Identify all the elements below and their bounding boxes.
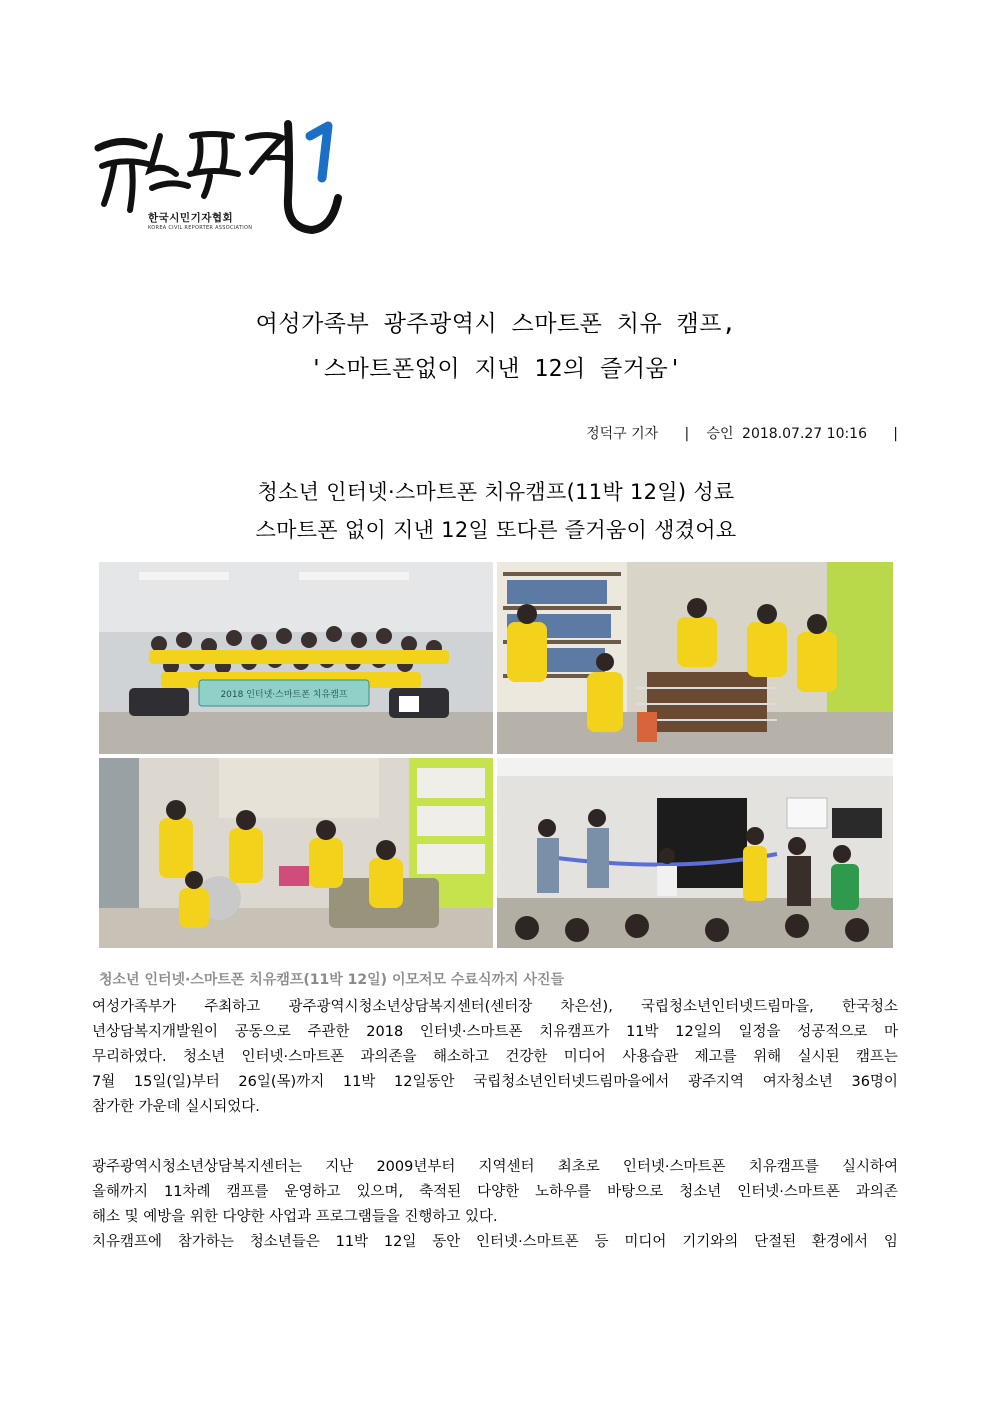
word: 동안 <box>432 1234 461 1250</box>
subheadline-line-1: 청소년 인터넷·스마트폰 치유캠프(11박 12일) 성료 <box>257 480 735 504</box>
word: 올해까지 <box>92 1184 149 1200</box>
paragraph-line <box>92 1230 898 1255</box>
article-paragraph-1 <box>92 995 898 1120</box>
word: 11박 <box>626 1024 659 1040</box>
paragraph-line: 참가한 가운데 실시되었다. <box>92 1099 260 1115</box>
word: 인터넷·스마트폰 <box>476 1234 579 1250</box>
word: 캠프를 <box>226 1184 269 1200</box>
word: 일정을 <box>738 1024 781 1040</box>
word: 한국청소 <box>841 999 898 1015</box>
word: 과의존을 <box>360 1049 417 1065</box>
publisher-logo <box>92 118 352 238</box>
subheadline-line-2: 스마트폰 없이 지낸 12일 또다른 즐거움이 생겼어요 <box>255 518 737 542</box>
word: 12일동안 <box>394 1074 455 1090</box>
word: 7월 <box>92 1074 116 1090</box>
word: 미디어 <box>624 1234 667 1250</box>
word: 성공적으로 <box>797 1024 868 1040</box>
word: 있으며, <box>356 1184 404 1200</box>
word: 단절된 <box>754 1234 797 1250</box>
paragraph-line <box>92 1020 898 1045</box>
publish-datetime: 2018.07.27 10:16 <box>742 426 868 442</box>
word: 광주광역시청소년상담복지센터는 <box>92 1159 303 1175</box>
word: 주최하고 <box>204 999 261 1015</box>
word: 11박 <box>342 1074 376 1090</box>
word: 위해 <box>753 1049 782 1065</box>
paragraph-line: 해소 및 예방을 위한 다양한 사업과 프로그램들을 진행하고 있다. <box>92 1209 498 1225</box>
paragraph-line <box>92 995 898 1020</box>
word: 국립청소년인터넷드림마을에서 <box>473 1074 670 1090</box>
word: 국립청소년인터넷드림마을, <box>641 999 814 1015</box>
photo-ceremony <box>497 758 893 948</box>
headline-line-2: '스마트폰없이 지낸 12의 즐거움' <box>309 356 683 382</box>
word: 미디어 <box>563 1049 606 1065</box>
word: 바탕으로 <box>607 1184 664 1200</box>
word: 12일의 <box>675 1024 722 1040</box>
word: 공동으로 <box>234 1024 291 1040</box>
word: 기기와의 <box>682 1234 739 1250</box>
word: 무리하였다. <box>92 1049 167 1065</box>
word: 과의존 <box>855 1184 898 1200</box>
headline-line-1: 여성가족부 광주광역시 스마트폰 치유 캠프, <box>255 311 737 337</box>
word: 광주지역 <box>688 1074 745 1090</box>
word: 치유캠프가 <box>539 1024 610 1040</box>
word: 12일 <box>383 1234 417 1250</box>
byline <box>582 423 898 443</box>
word: 실시하여 <box>841 1159 898 1175</box>
word: 청소년 <box>679 1184 722 1200</box>
word: 최초로 <box>557 1159 600 1175</box>
byline-separator: | <box>684 426 690 442</box>
photo-foosball <box>497 562 893 754</box>
word: 캠프는 <box>855 1049 898 1065</box>
word: 년상담복지개발원이 <box>92 1024 219 1040</box>
word: 마 <box>883 1024 898 1040</box>
word: 치유캠프를 <box>748 1159 819 1175</box>
photo-collage <box>99 562 893 948</box>
word: 청소년 <box>183 1049 226 1065</box>
word: 해소하고 <box>432 1049 489 1065</box>
approved-label: 승인 <box>706 426 734 442</box>
word: 15일(일)부터 <box>133 1074 220 1090</box>
word: 등 <box>594 1234 609 1250</box>
photo-caption: 청소년 인터넷·스마트폰 치유캠프(11박 12일) 이모저모 수료식까지 사진들 <box>99 972 564 988</box>
word: 인터넷·스마트폰 <box>241 1049 345 1065</box>
word: 노하우를 <box>535 1184 592 1200</box>
word: 주관한 <box>307 1024 350 1040</box>
word: 환경에서 <box>811 1234 868 1250</box>
word: 운영하고 <box>284 1184 341 1200</box>
word: 11박 <box>335 1234 369 1250</box>
byline-separator-end: | <box>893 426 898 442</box>
word: 임 <box>883 1234 898 1250</box>
word: 여성가족부가 <box>92 999 177 1015</box>
paragraph-line <box>92 1155 898 1180</box>
word: 2018 <box>366 1024 404 1040</box>
word: 사용습관 <box>622 1049 679 1065</box>
word: 인터넷·스마트폰 <box>419 1024 523 1040</box>
word: 치유캠프에 <box>92 1234 163 1250</box>
word: 실시된 <box>797 1049 840 1065</box>
word: 광주광역시청소년상담복지센터(센터장 <box>288 999 533 1015</box>
logo-org-english: KOREA CIVIL REPORTER ASSOCIATION <box>148 225 253 231</box>
author: 정덕구 기자 <box>586 426 659 442</box>
word: 인터넷·스마트폰 <box>622 1159 726 1175</box>
paragraph-line <box>92 1070 898 1095</box>
word: 축적된 <box>419 1184 462 1200</box>
word: 참가하는 <box>177 1234 234 1250</box>
photo-group <box>99 562 493 754</box>
word: 36명이 <box>851 1074 898 1090</box>
banner-text: 2018 인터넷·스마트폰 치유캠프 <box>220 690 348 700</box>
word: 2009년부터 <box>376 1159 456 1175</box>
word: 제고를 <box>694 1049 737 1065</box>
word: 건강한 <box>505 1049 548 1065</box>
photo-lounge <box>99 758 493 948</box>
article-paragraph-2 <box>92 1155 898 1255</box>
word: 청소년들은 <box>249 1234 320 1250</box>
word: 지역센터 <box>478 1159 535 1175</box>
paragraph-line <box>92 1045 898 1070</box>
word: 다양한 <box>477 1184 520 1200</box>
word: 11차례 <box>164 1184 211 1200</box>
word: 26일(목)까지 <box>238 1074 325 1090</box>
word: 지난 <box>325 1159 354 1175</box>
word: 여자청소년 <box>762 1074 833 1090</box>
word: 차은선), <box>560 999 613 1015</box>
word: 인터넷·스마트폰 <box>737 1184 840 1200</box>
paragraph-line <box>92 1180 898 1205</box>
logo-org-korean: 한국시민기자협회 <box>148 212 234 224</box>
